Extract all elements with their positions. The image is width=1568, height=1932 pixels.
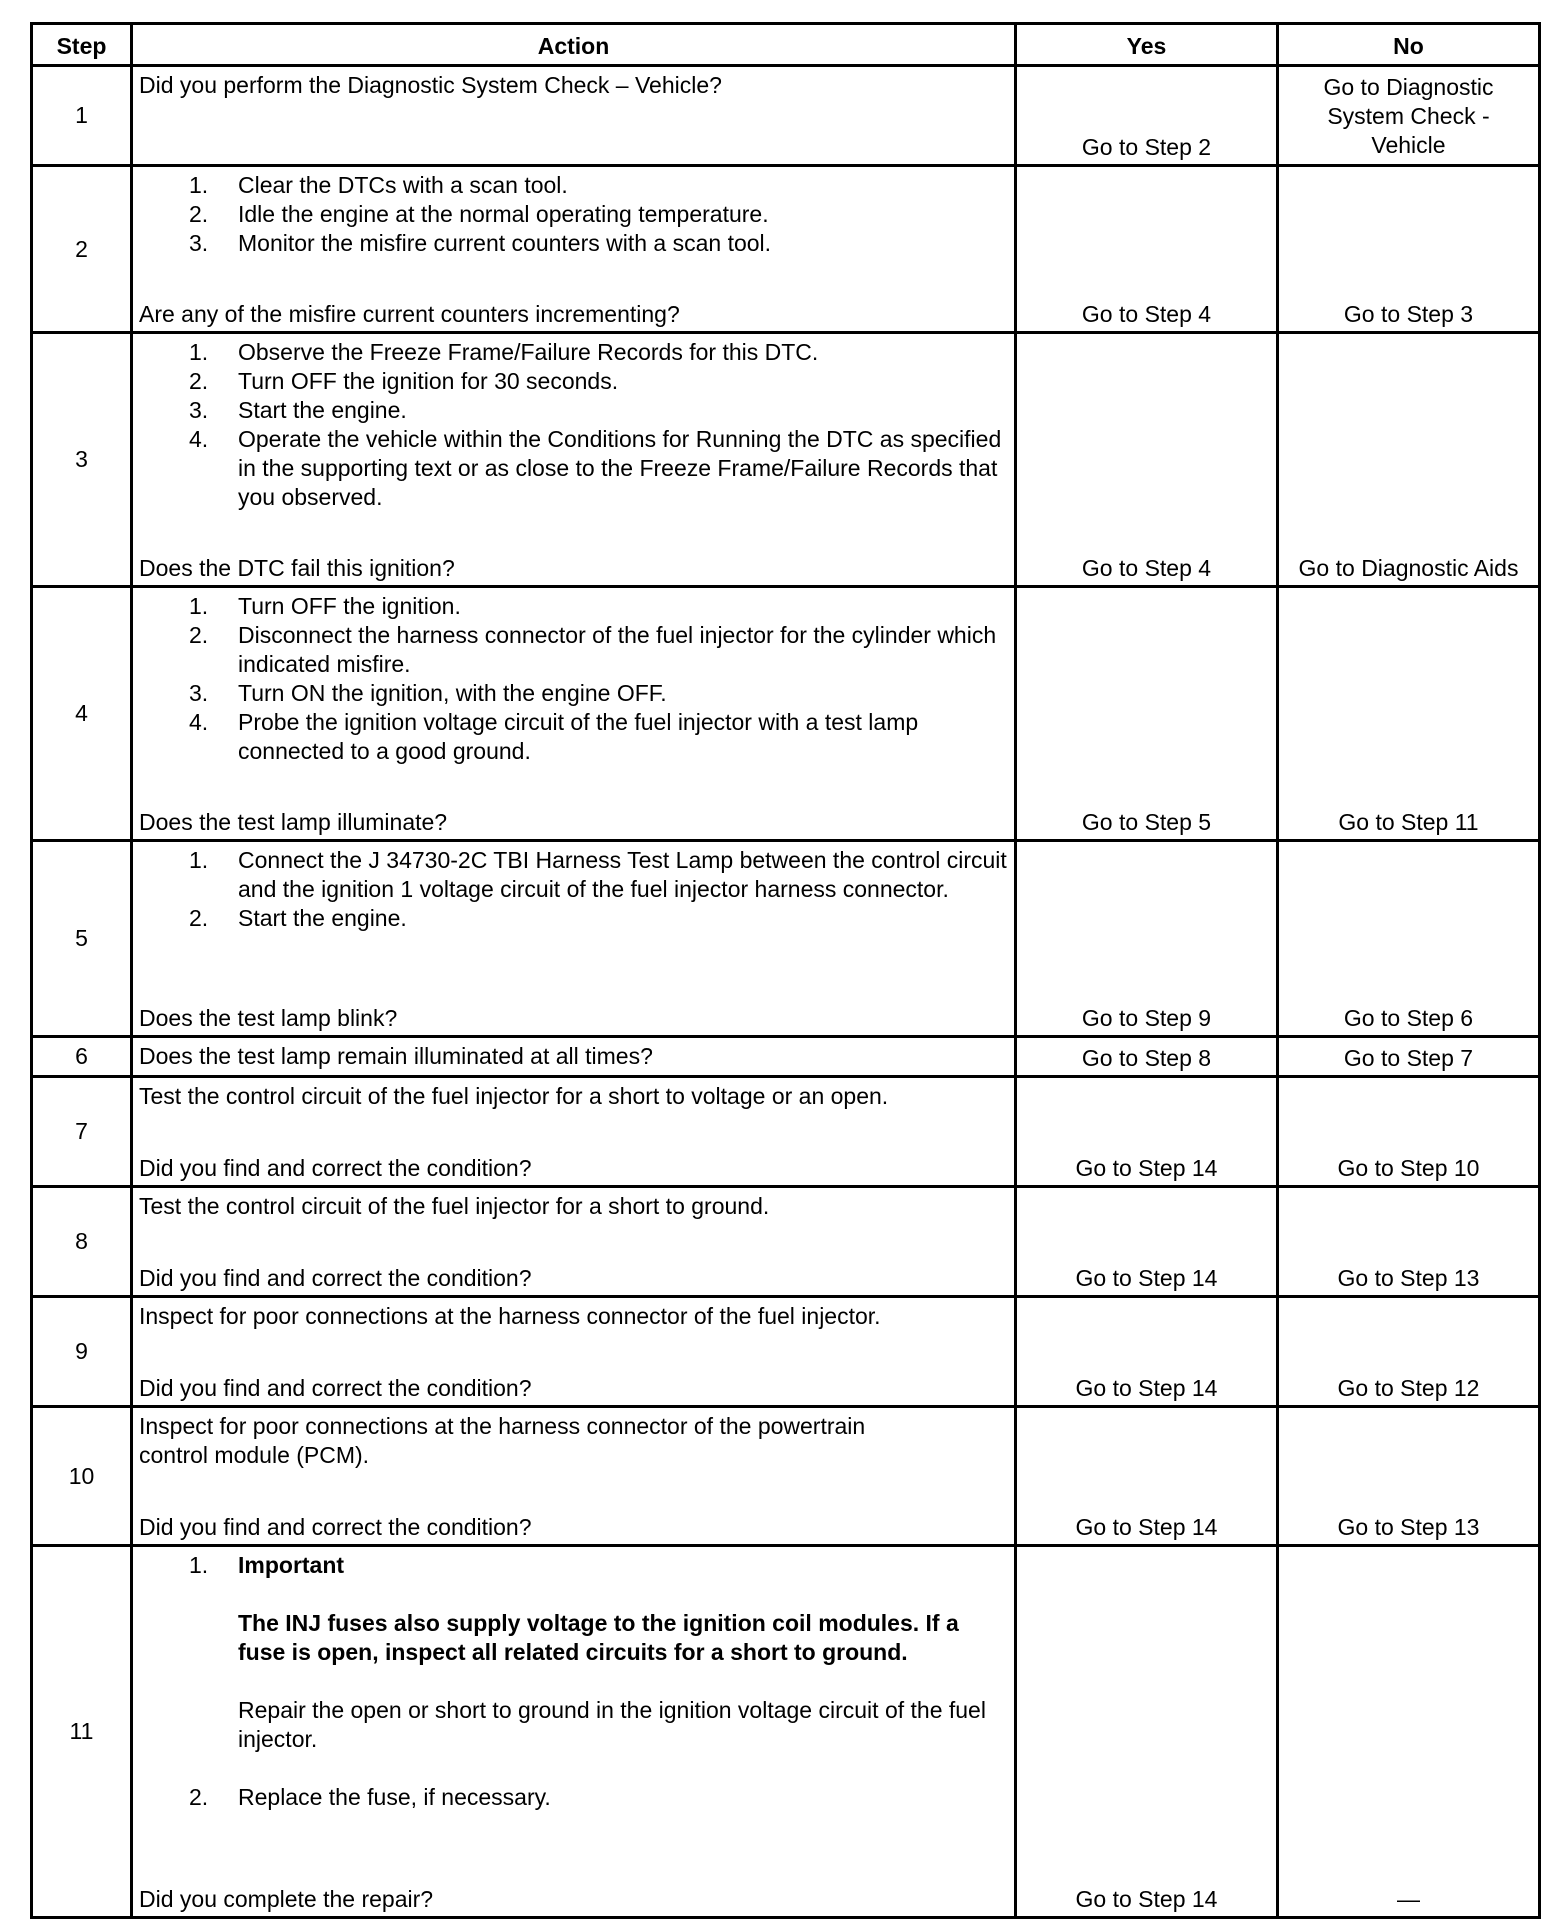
- yes-cell: Go to Step 4: [1016, 333, 1278, 587]
- action-cell: [132, 1297, 1016, 1407]
- no-cell: Go to Diagnostic Aids: [1278, 333, 1540, 587]
- header-step: Step: [32, 24, 132, 66]
- no-cell: Go to Step 7: [1278, 1037, 1540, 1077]
- step-number: 8: [32, 1187, 132, 1297]
- no-cell: Go to Step 3: [1278, 166, 1540, 333]
- table-row: [32, 1187, 1540, 1297]
- question-text: Did you find and correct the condition?: [139, 1514, 532, 1540]
- important-label: Important: [238, 1552, 345, 1578]
- step-number: 2: [32, 166, 132, 333]
- header-row: [32, 24, 1540, 66]
- yes-cell: Go to Step 8: [1016, 1037, 1278, 1077]
- table-row: [32, 1077, 1540, 1187]
- table-row: [32, 1546, 1540, 1918]
- yes-cell: Go to Step 9: [1016, 841, 1278, 1037]
- list-item: 3. Turn ON the ignition, with the engine OFF.: [189, 680, 667, 706]
- repair-text: Repair the open or short to ground in the ignition voltage circuit of the fuel injector.: [238, 1697, 986, 1752]
- action-cell: [132, 841, 1016, 1037]
- yes-cell: Go to Step 14: [1016, 1187, 1278, 1297]
- question-text: Does the test lamp illuminate?: [139, 809, 448, 835]
- important-text: The INJ fuses also supply voltage to the ignition coil modules. If a fuse is open, inspect all related circuits for a short to ground.: [238, 1610, 959, 1665]
- yes-cell: Go to Step 4: [1016, 166, 1278, 333]
- action-text: Test the control circuit of the fuel injector for a short to voltage or an open.: [139, 1083, 889, 1109]
- yes-cell: Go to Step 14: [1016, 1546, 1278, 1918]
- table-row: [32, 1407, 1540, 1546]
- step-number: 11: [32, 1546, 132, 1918]
- action-list: [139, 171, 1008, 258]
- step-number: 3: [32, 333, 132, 587]
- question-text: Did you complete the repair?: [139, 1886, 434, 1912]
- question-text: Does the test lamp blink?: [139, 1005, 398, 1031]
- step-number: 9: [32, 1297, 132, 1407]
- list-item: 1. Observe the Freeze Frame/Failure Records for this DTC.: [189, 339, 819, 365]
- action-list: [139, 846, 1008, 933]
- action-cell: [132, 1407, 1016, 1546]
- list-item: 1. Turn OFF the ignition.: [189, 593, 461, 619]
- list-item: 2. Idle the engine at the normal operating temperature.: [189, 201, 769, 227]
- list-item: 1. Important The INJ fuses also supply voltage to the ignition coil modules. If a fuse is open, inspect all related circuits for a short to ground. Repair the open or short to ground in the ignition voltage circuit of the fuel injector.: [139, 1551, 1008, 1783]
- diagnostic-table: [30, 22, 1541, 1919]
- action-list: [139, 338, 1008, 512]
- step-number: 5: [32, 841, 132, 1037]
- step-number: 7: [32, 1077, 132, 1187]
- question-text: Does the DTC fail this ignition?: [139, 555, 455, 581]
- no-text: Go to Diagnostic System Check - Vehicle: [1323, 74, 1494, 158]
- list-item: 2. Turn OFF the ignition for 30 seconds.: [189, 368, 619, 394]
- yes-cell: Go to Step 5: [1016, 587, 1278, 841]
- no-cell: [1278, 66, 1540, 166]
- diagnostic-document: [30, 22, 1538, 1919]
- no-cell: Go to Step 10: [1278, 1077, 1540, 1187]
- table-row: [32, 66, 1540, 166]
- table-row: [32, 1297, 1540, 1407]
- no-cell: Go to Step 6: [1278, 841, 1540, 1037]
- action-cell: [132, 1546, 1016, 1918]
- question-text: Did you find and correct the condition?: [139, 1375, 532, 1401]
- action-cell: [132, 333, 1016, 587]
- table-row: [32, 841, 1540, 1037]
- action-cell: [132, 166, 1016, 333]
- question-text: Are any of the misfire current counters incrementing?: [139, 301, 680, 327]
- header-yes: Yes: [1016, 24, 1278, 66]
- table-row: [32, 166, 1540, 333]
- list-item: 2. Disconnect the harness connector of the fuel injector for the cylinder which indicated misfire.: [189, 622, 997, 677]
- yes-cell: Go to Step 2: [1016, 66, 1278, 166]
- list-item: 3. Start the engine.: [189, 397, 407, 423]
- action-text: Inspect for poor connections at the harness connector of the fuel injector.: [139, 1303, 881, 1329]
- table-row: [32, 587, 1540, 841]
- action-text: Test the control circuit of the fuel injector for a short to ground.: [139, 1193, 770, 1219]
- no-cell: Go to Step 13: [1278, 1407, 1540, 1546]
- yes-cell: Go to Step 14: [1016, 1077, 1278, 1187]
- step-number: 6: [32, 1037, 132, 1077]
- question-text: Did you find and correct the condition?: [139, 1155, 532, 1181]
- step-number: 10: [32, 1407, 132, 1546]
- question-text: Did you find and correct the condition?: [139, 1265, 532, 1291]
- action-text: Inspect for poor connections at the harness connector of the powertrain control module (PCM).: [139, 1413, 866, 1468]
- action-cell: Does the test lamp remain illuminated at all times?: [132, 1037, 1016, 1077]
- list-item: 2. Start the engine.: [189, 905, 407, 931]
- list-item: 4. Operate the vehicle within the Conditions for Running the DTC as specified in the supporting text or as close to the Freeze Frame/Failure Records that you observed.: [189, 426, 1002, 510]
- no-cell: —: [1278, 1546, 1540, 1918]
- action-cell: [132, 1187, 1016, 1297]
- header-no: No: [1278, 24, 1540, 66]
- action-cell: [132, 66, 1016, 166]
- step-number: 4: [32, 587, 132, 841]
- header-action: Action: [132, 24, 1016, 66]
- list-item: 3. Monitor the misfire current counters with a scan tool.: [189, 230, 772, 256]
- table-row: [32, 333, 1540, 587]
- no-cell: Go to Step 13: [1278, 1187, 1540, 1297]
- yes-cell: Go to Step 14: [1016, 1407, 1278, 1546]
- no-cell: Go to Step 11: [1278, 587, 1540, 841]
- yes-cell: Go to Step 14: [1016, 1297, 1278, 1407]
- no-cell: Go to Step 12: [1278, 1297, 1540, 1407]
- table-row: [32, 1037, 1540, 1077]
- action-cell: [132, 587, 1016, 841]
- list-item: 1. Connect the J 34730-2C TBI Harness Test Lamp between the control circuit and the ignition 1 voltage circuit of the fuel injector harness connector.: [189, 847, 1007, 902]
- action-text: Did you perform the Diagnostic System Check – Vehicle?: [139, 72, 722, 98]
- list-item: 1. Clear the DTCs with a scan tool.: [189, 172, 568, 198]
- list-item: 2. Replace the fuse, if necessary.: [189, 1784, 551, 1810]
- step-number: 1: [32, 66, 132, 166]
- action-list: [139, 592, 1008, 766]
- action-cell: [132, 1077, 1016, 1187]
- list-item: 4. Probe the ignition voltage circuit of the fuel injector with a test lamp connected to a good ground.: [189, 709, 919, 764]
